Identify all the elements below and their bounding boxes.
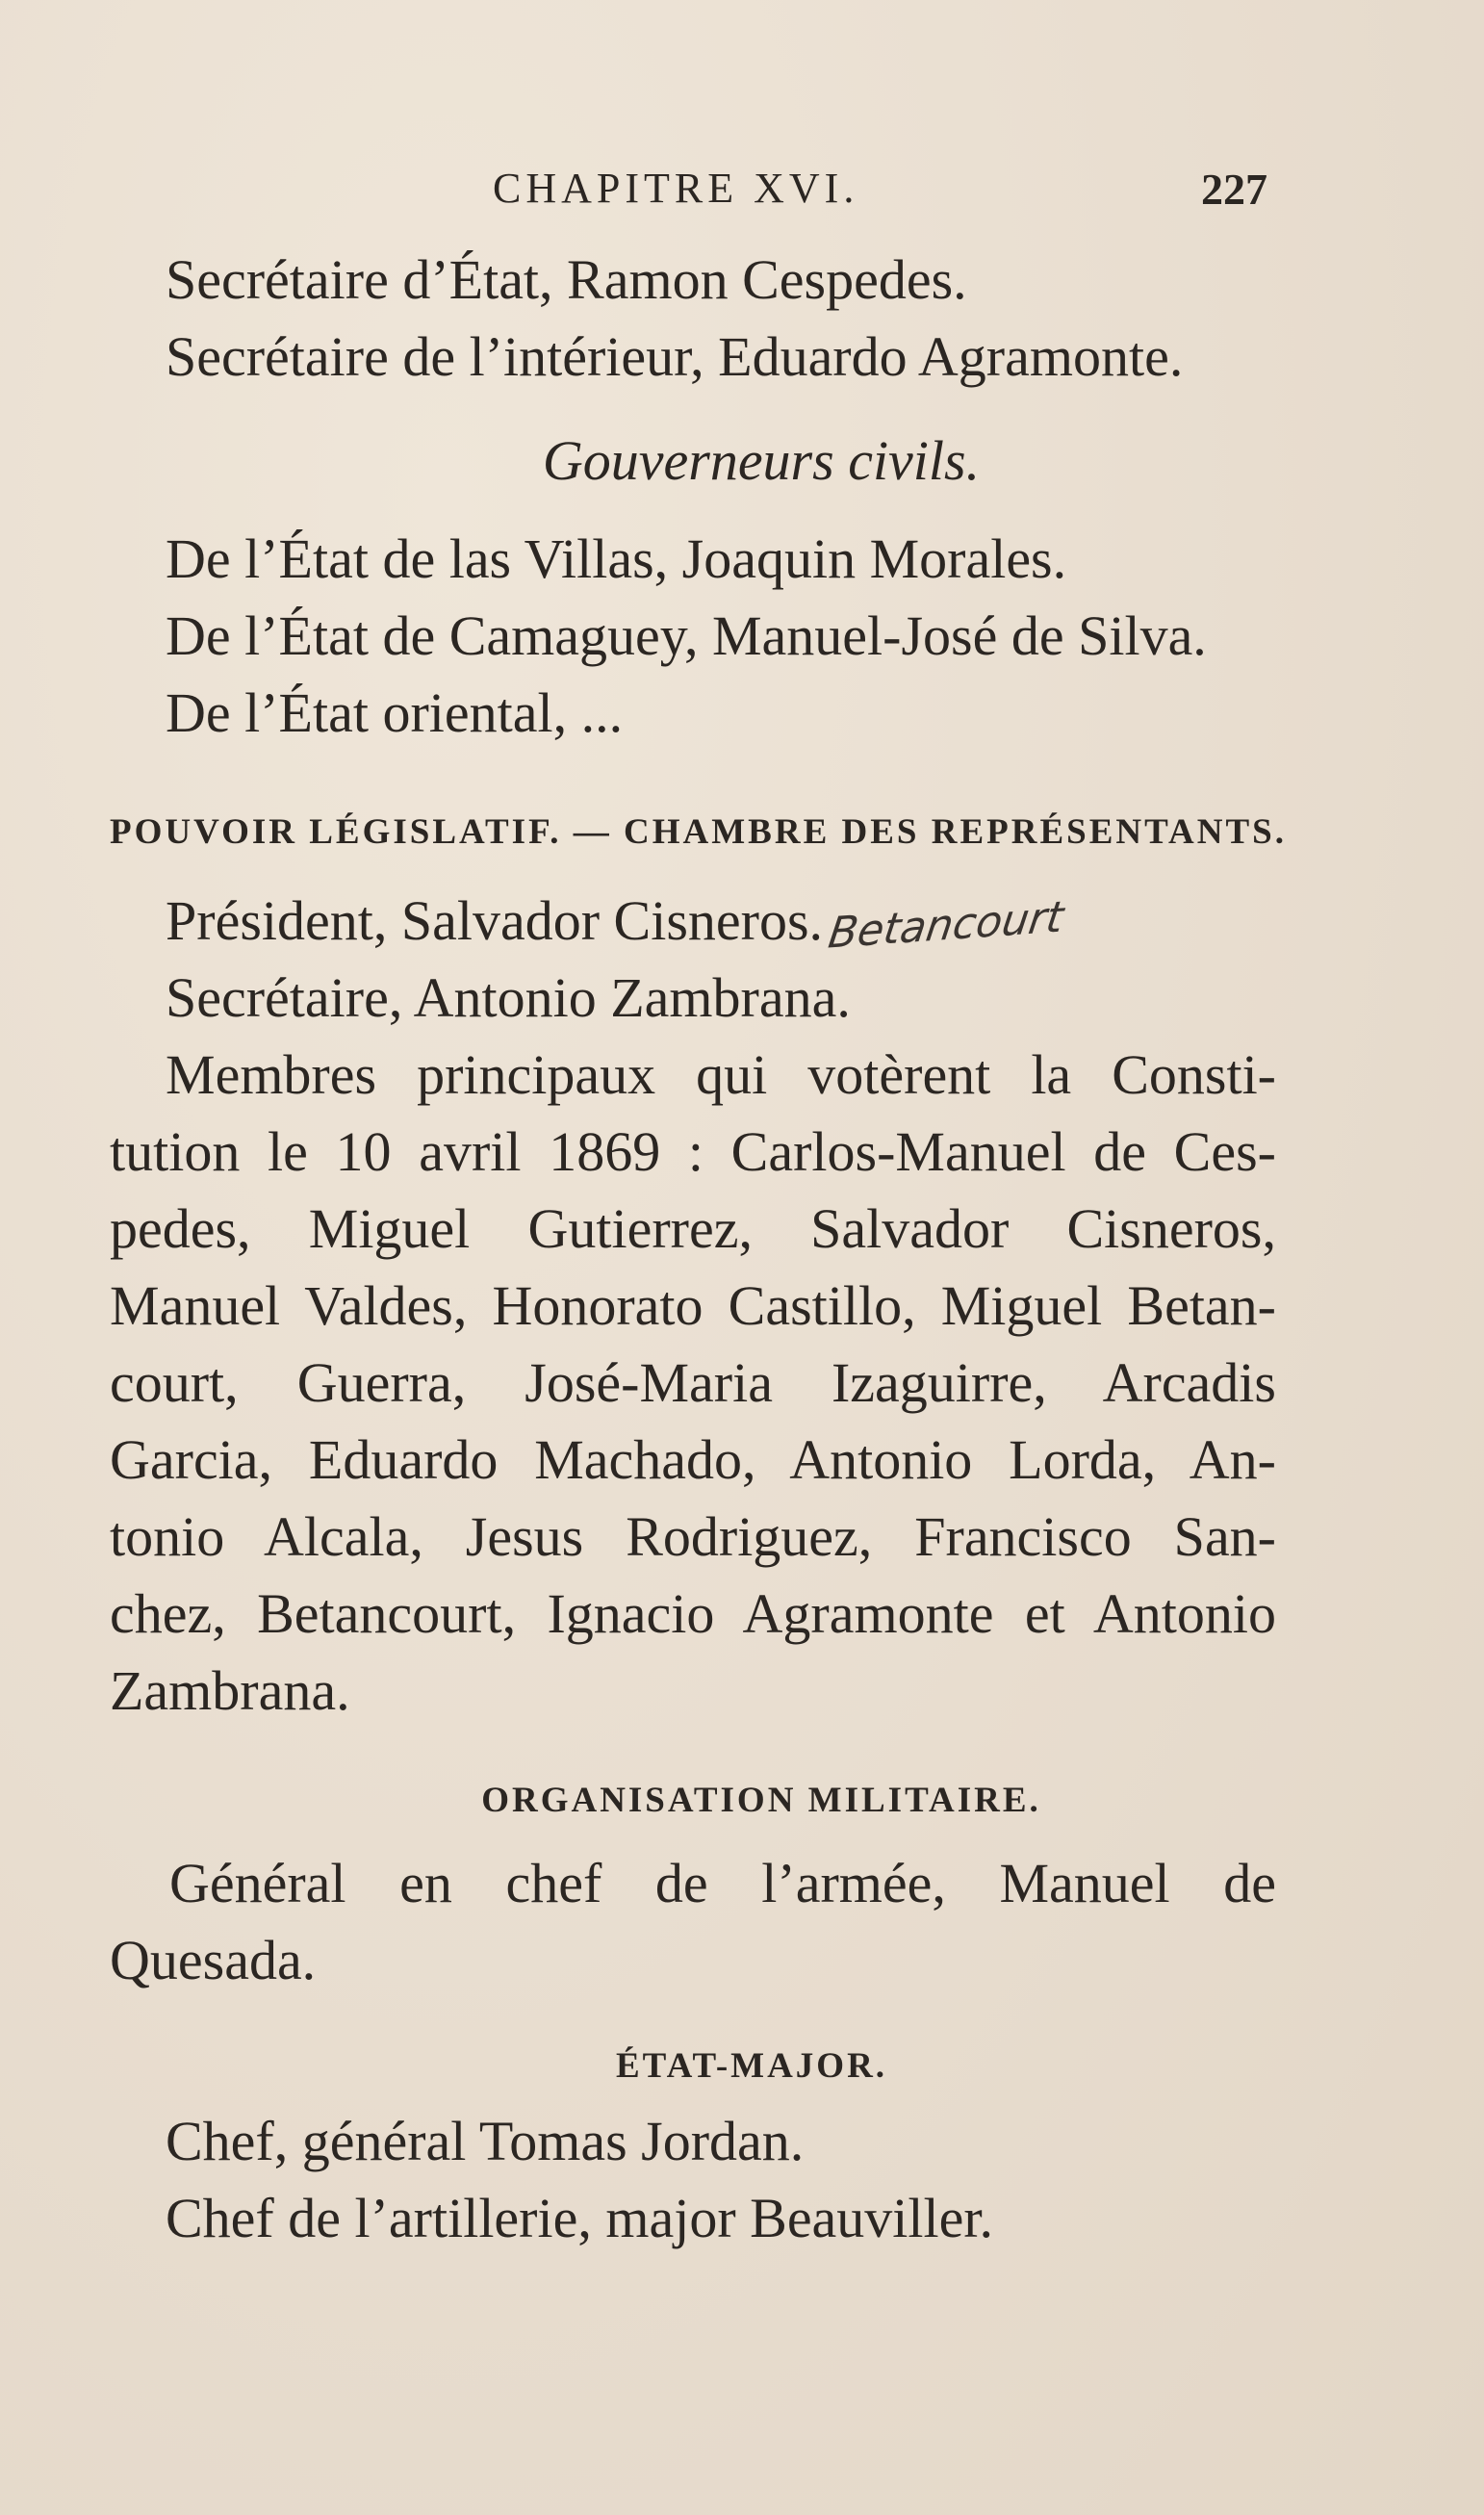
paragraph-line: tonio Alcala, Jesus Rodriguez, Francisco San- — [110, 1505, 1276, 1568]
running-title: CHAPITRE XVI. — [493, 165, 859, 212]
section-heading: ORGANISATION MILITAIRE. — [481, 1781, 1041, 1820]
president-text: Président, Salvador Cisneros. — [166, 889, 824, 952]
paragraph-line: Manuel Valdes, Honorato Castillo, Miguel Betan- — [110, 1274, 1276, 1337]
text-line: Secrétaire, Antonio Zambrana. — [166, 966, 851, 1029]
page-number: 227 — [1201, 165, 1267, 214]
paragraph-line: pedes, Miguel Gutierrez, Salvador Cisneros, — [110, 1197, 1276, 1260]
text-line: De l’État oriental, ... — [166, 681, 624, 744]
page-header — [0, 164, 1484, 221]
paragraph-line: court, Guerra, José-Maria Izaguirre, Arcadis — [110, 1351, 1276, 1414]
section-heading: POUVOIR LÉGISLATIF. — CHAMBRE DES REPRÉSENTANTS. — [110, 812, 1287, 852]
paragraph-line: Quesada. — [110, 1929, 317, 1991]
paragraph-line: tution le 10 avril 1869 : Carlos-Manuel de Ces- — [110, 1120, 1276, 1183]
paragraph-line: Membres principaux qui votèrent la Consti- — [166, 1043, 1276, 1106]
text-line: De l’État de Camaguey, Manuel-José de Silva. — [166, 604, 1207, 667]
text-line — [0, 887, 1484, 960]
section-heading: Gouverneurs civils. — [542, 429, 981, 492]
handwritten-annotation: Betancourt — [825, 892, 1067, 959]
section-heading: ÉTAT-MAJOR. — [615, 2046, 888, 2086]
paragraph-line: Garcia, Eduardo Machado, Antonio Lorda, An- — [110, 1428, 1276, 1491]
text-line: Secrétaire de l’intérieur, Eduardo Agramonte. — [166, 325, 1184, 388]
paragraph-line: chez, Betancourt, Ignacio Agramonte et Antonio — [110, 1582, 1276, 1645]
text-line: Chef, général Tomas Jordan. — [166, 2110, 805, 2172]
text-line: Secrétaire d’État, Ramon Cespedes. — [166, 248, 967, 311]
text-line: De l’État de las Villas, Joaquin Morales. — [166, 527, 1067, 590]
text-line: Chef de l’artillerie, major Beauviller. — [166, 2187, 994, 2249]
paragraph-line: Zambrana. — [110, 1659, 350, 1722]
paragraph-line: Général en chef de l’armée, Manuel de — [169, 1852, 1276, 1914]
